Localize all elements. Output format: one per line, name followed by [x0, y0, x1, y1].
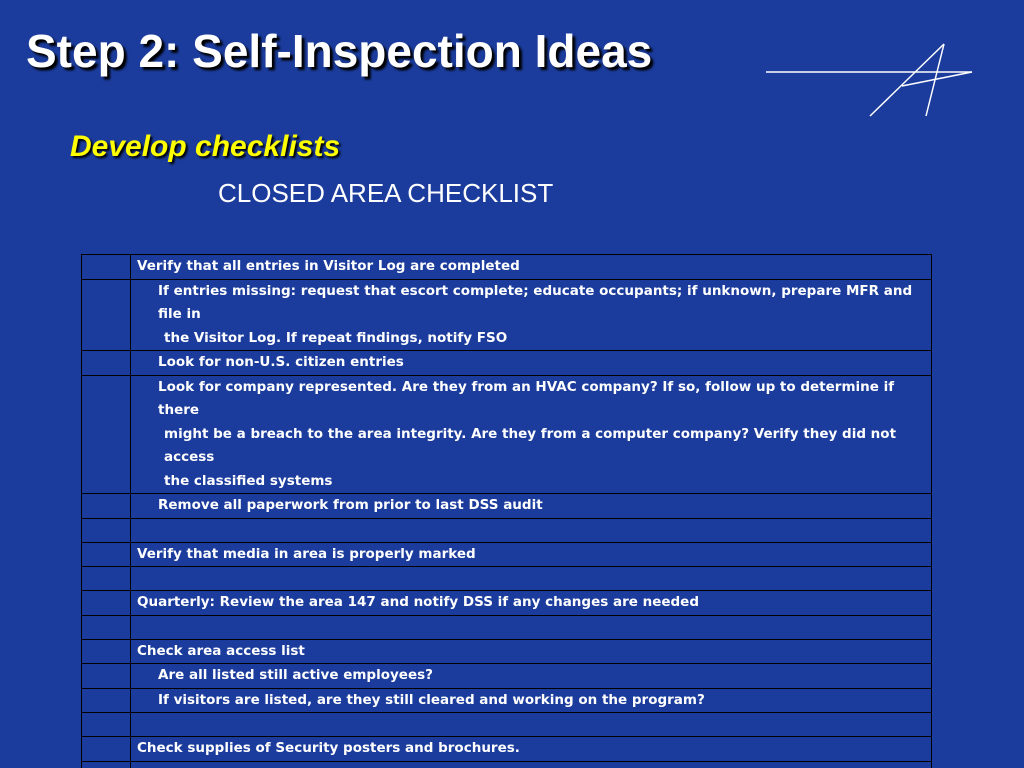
- checklist-row: [82, 279, 932, 351]
- checklist-item-cell: [131, 591, 932, 616]
- check-cell: [82, 279, 131, 351]
- checklist-item-cell: [131, 688, 932, 713]
- check-cell: [82, 567, 131, 591]
- checklist-item-text: Check supplies of Security posters and brochures.: [137, 740, 520, 756]
- checklist-item-text: might be a breach to the area integrity. Are they from a computer company? Verify they did not access: [164, 425, 897, 465]
- checklist-row: [82, 567, 932, 591]
- checklist-item-text: If visitors are listed, are they still cleared and working on the program?: [158, 691, 705, 708]
- checklist-row: [82, 255, 932, 280]
- checklist-row: [82, 375, 932, 494]
- checklist-item-text: the Visitor Log. If repeat findings, notify FSO: [164, 329, 508, 346]
- checklist-row: [82, 664, 932, 689]
- checklist-item-text: Verify that media in area is properly marked: [137, 545, 476, 562]
- checklist-item-cell: [131, 375, 932, 494]
- check-cell: [82, 255, 131, 280]
- checklist-item-text: Look for company represented. Are they from an HVAC company? If so, follow up to determine if there: [158, 378, 895, 418]
- checklist-item-text: the classified systems: [164, 472, 333, 489]
- check-cell: [82, 375, 131, 494]
- checklist-item-cell: [131, 713, 932, 737]
- checklist-row: [82, 737, 932, 762]
- check-cell: [82, 518, 131, 542]
- check-cell: [82, 494, 131, 519]
- check-cell: [82, 542, 131, 567]
- check-cell: [82, 591, 131, 616]
- checklist-item-text: Look for non-U.S. citizen entries: [158, 354, 404, 370]
- checklist-item-cell: [131, 567, 932, 591]
- checklist-title: CLOSED AREA CHECKLIST: [218, 178, 554, 208]
- checklist-item-cell: [131, 761, 932, 768]
- checklist-row: [82, 494, 932, 519]
- check-cell: [82, 639, 131, 664]
- checklist-row: [82, 639, 932, 664]
- check-cell: [82, 737, 131, 762]
- checklist-item-cell: [131, 351, 932, 376]
- subtitle: Develop checklists: [70, 130, 341, 163]
- check-cell: [82, 351, 131, 376]
- slide-title: Step 2: Self-Inspection Ideas: [26, 25, 653, 77]
- checklist-item-text: If entries missing: request that escort complete; educate occupants; if unknown, prepare MFR and file in: [158, 282, 913, 322]
- check-cell: [82, 615, 131, 639]
- checklist-item-text: Remove all paperwork from prior to last DSS audit: [158, 497, 543, 513]
- checklist-row: [82, 688, 932, 713]
- star-logo-icon: [764, 40, 976, 120]
- checklist-item-cell: [131, 639, 932, 664]
- checklist-item-cell: [131, 737, 932, 762]
- checklist-item-text: Are all listed still active employees?: [158, 667, 433, 683]
- checklist-row: [82, 518, 932, 542]
- checklist-row: [82, 591, 932, 616]
- checklist-item-text: Quarterly: Review the area 147 and notify DSS if any changes are needed: [137, 594, 699, 610]
- checklist-item-cell: [131, 494, 932, 519]
- check-cell: [82, 664, 131, 689]
- checklist-body: [82, 255, 932, 768]
- checklist-item-cell: [131, 664, 932, 689]
- checklist-item-cell: [131, 542, 932, 567]
- check-cell: [82, 713, 131, 737]
- checklist-item-cell: [131, 279, 932, 351]
- checklist-item-cell: [131, 255, 932, 280]
- checklist-item-text: Verify that all entries in Visitor Log are completed: [137, 258, 520, 274]
- checklist-row: [82, 615, 932, 639]
- checklist-item-cell: [131, 518, 932, 542]
- checklist-row: [82, 351, 932, 376]
- check-cell: [82, 688, 131, 713]
- checklist-row: [82, 713, 932, 737]
- checklist-item-text: Check area access list: [137, 642, 305, 659]
- checklist-row: [82, 542, 932, 567]
- checklist-table: [81, 254, 932, 768]
- checklist-row: [82, 761, 932, 768]
- check-cell: [82, 761, 131, 768]
- checklist-item-cell: [131, 615, 932, 639]
